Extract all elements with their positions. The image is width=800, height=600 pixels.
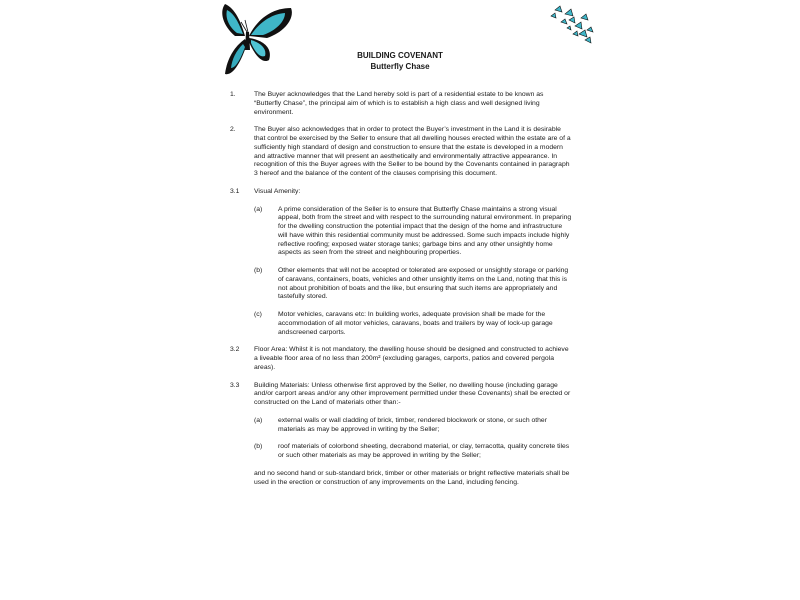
butterflies-cluster-icon (545, 4, 595, 54)
paragraph-text: and no second hand or sub-standard brick, timber or other materials or bright reflective materials shall be used in the erection or construction of any improvements on the Land, including fencing. (254, 469, 570, 486)
subclause-letter: (c) (254, 311, 262, 318)
subclause-letter: (a) (254, 416, 263, 424)
clause-text: The Buyer acknowledges that the Land hereby sold is part of a residential estate to be known as “Butterfly Chase”, the principal aim of which is to establish a high class and well designed living environment. (254, 91, 544, 116)
clause-number: 1. (230, 91, 236, 98)
document-subtitle: Butterfly Chase (370, 62, 430, 71)
clause-text: The Buyer also acknowledges that in order to protect the Buyer’s investment in the Land it is desirable that control be exercised by the Seller to ensure that all dwelling houses erected within the estate are of a sufficiently high standard of design and construction to ensure that the estate is developed in a modern and attractive manner that will present an aesthetically and environmentally attractive appearance. In recognition of this the Buyer agrees with the Seller to be bound by the Covenants contained in paragraph 3 hereof and the balance of the content of the clauses comprising this document. (254, 126, 571, 177)
clause-number: 3.1 (230, 187, 240, 195)
clause-heading: Visual Amenity: (254, 187, 301, 195)
clause-3-3-a (254, 417, 572, 435)
clause-1 (230, 91, 572, 117)
subclause-letter: (b) (254, 267, 263, 274)
subclause-letter: (b) (254, 443, 263, 451)
clause-text: Building Materials: Unless otherwise first approved by the Seller, no dwelling house (including garage and/or carport areas and/or any other improvement permitted under these Covenants) shall be erected or constructed on the Land of materials other than:- (254, 381, 571, 406)
clause-number: 2. (230, 126, 236, 134)
subclause-letter: (a) (254, 205, 263, 213)
covenant-body (230, 91, 572, 496)
clause-3-2 (230, 346, 572, 372)
clause-number: 3.2 (230, 346, 240, 354)
clause-2 (230, 126, 572, 179)
document-heading (0, 50, 800, 72)
clause-3-1-a (254, 206, 572, 259)
clause-3-1-b (254, 267, 572, 302)
clause-number: 3.3 (230, 381, 240, 389)
clause-3-3 (230, 382, 572, 408)
subclause-text: Other elements that will not be accepted or tolerated are exposed or unsightly storage or parking of caravans, containers, boats, vehicles and other unsightly items on the Land, noting that this is not about prohibition of boats and the like, but ensuring that such items are appropriately and tastefully stored. (278, 267, 569, 301)
clause-3-1-c (254, 311, 572, 337)
subclause-text: roof materials of colorbond sheeting, decrabond material, or clay, terracotta, quality concrete tiles or such other materials as may be approved in writing by the Seller; (278, 443, 570, 459)
clause-3-1 (230, 188, 572, 197)
clause-text: Floor Area: Whilst it is not mandatory, the dwelling house should be designed and constructed to achieve a liveable floor area of no less than 200m² (excluding garages, carports, patios and covered pergola areas). (254, 346, 569, 371)
subclause-text: external walls or wall cladding of brick, timber, rendered blockwork or stone, or such other materials as may be approved in writing by the Seller; (278, 416, 547, 433)
subclause-text: Motor vehicles, caravans etc: In building works, adequate provision shall be made for the accommodation of all motor vehicles, caravans, boats and trailers by way of lock-up garage andscreened carports. (278, 311, 553, 336)
clause-3-3-b (254, 443, 572, 461)
document-title: BUILDING COVENANT (357, 51, 443, 60)
clause-3-3-closing-paragraph (254, 470, 572, 488)
subclause-text: A prime consideration of the Seller is to ensure that Butterfly Chase maintains a strong visual appeal, both from the street and with respect to the surrounding natural environment. In preparing for the dwelling construction the potential impact that the design of the home and infrastructure will have within this residential community must be addressed. Some such impacts include highly reflective roofing; exposed water storage tanks; garbage bins and any other unsightly home aspects as seen from the street and neighbouring properties. (278, 205, 572, 257)
